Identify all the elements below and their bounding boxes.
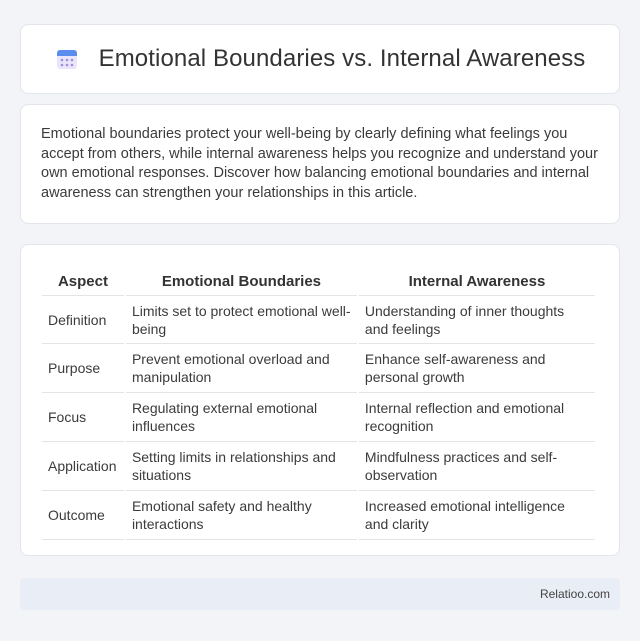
table-row	[42, 491, 595, 540]
column-header-aspect: Aspect	[57, 272, 108, 290]
intro-paragraph: Emotional boundaries protect your well-being by clearly defining what feelings you accept from others, while internal awareness helps you recognize and understand your own emotional responses. Discover how balancing emotional boundaries and internal awareness can strengthen your relationships in this article.	[41, 126, 598, 201]
row-internal-awareness: Internal reflection and emotional recognition	[359, 393, 595, 442]
row-aspect: Focus	[42, 393, 124, 442]
column-header-internal-awareness: Internal Awareness	[408, 272, 546, 290]
header-card	[20, 24, 620, 94]
calendar-icon	[55, 47, 79, 71]
row-internal-awareness: Increased emotional intelligence and clarity	[359, 491, 595, 540]
comparison-table	[40, 265, 597, 540]
row-aspect: Purpose	[42, 344, 124, 393]
page-title: Emotional Boundaries vs. Internal Awareness	[98, 45, 586, 72]
comparison-card	[20, 244, 620, 556]
column-header-emotional-boundaries: Emotional Boundaries	[161, 272, 322, 290]
row-aspect: Outcome	[42, 491, 124, 540]
table-header-row	[42, 265, 595, 295]
row-emotional-boundaries: Emotional safety and healthy interactions	[126, 491, 357, 540]
table-row	[42, 295, 595, 344]
table-row	[42, 344, 595, 393]
row-internal-awareness: Enhance self-awareness and personal growth	[359, 344, 595, 393]
footer-site-name: Relatioo.com	[539, 587, 610, 601]
intro-card	[20, 104, 620, 224]
row-emotional-boundaries: Setting limits in relationships and situations	[126, 442, 357, 491]
header	[55, 45, 586, 73]
table-row	[42, 393, 595, 442]
table-row	[42, 442, 595, 491]
row-aspect: Definition	[42, 295, 124, 344]
row-emotional-boundaries: Prevent emotional overload and manipulation	[126, 344, 357, 393]
row-internal-awareness: Mindfulness practices and self-observation	[359, 442, 595, 491]
row-emotional-boundaries: Limits set to protect emotional well-being	[126, 295, 357, 344]
row-internal-awareness: Understanding of inner thoughts and feelings	[359, 295, 595, 344]
row-emotional-boundaries: Regulating external emotional influences	[126, 393, 357, 442]
row-aspect: Application	[42, 442, 124, 491]
footer	[20, 578, 620, 610]
